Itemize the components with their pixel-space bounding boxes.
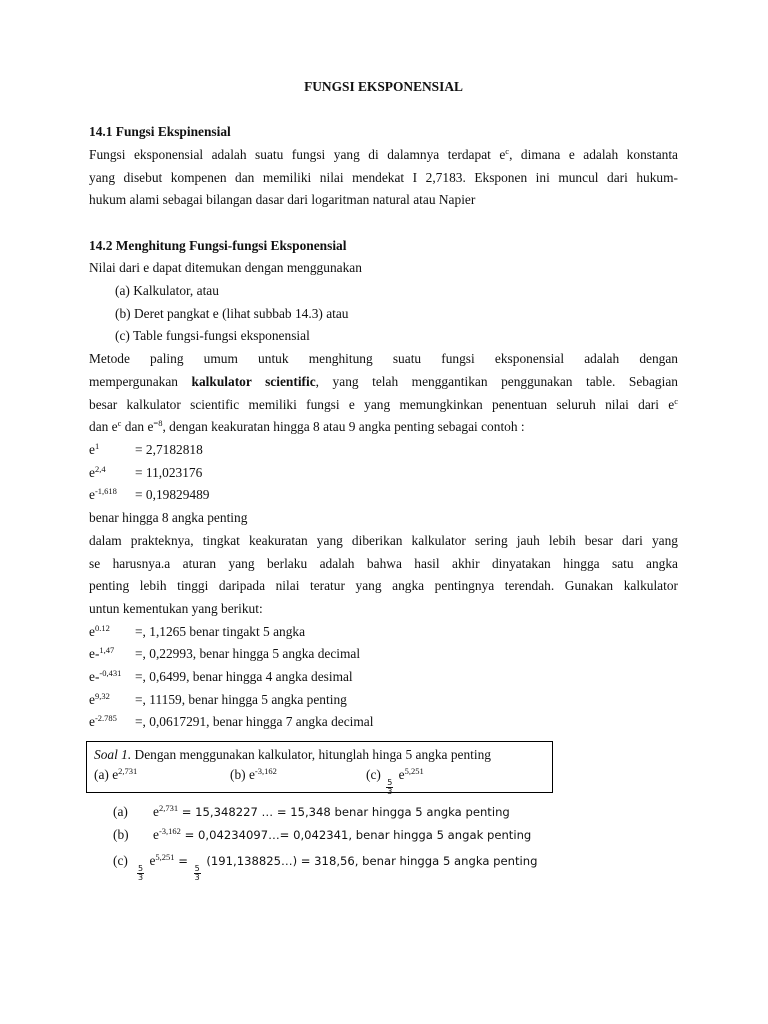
base: e [153, 804, 159, 819]
fraction [194, 865, 201, 882]
value: =, 0,6499, benar hingga 4 angka desimal [135, 669, 353, 684]
list-item: (c) Table fungsi-fungsi eksponensial [115, 328, 310, 343]
superscript: c [505, 146, 510, 156]
exponent: 0.12 [94, 623, 110, 633]
superscript: c [117, 418, 122, 428]
example-line [89, 669, 678, 685]
base: e [89, 442, 95, 457]
paragraph-line [89, 397, 678, 413]
base: e [89, 487, 95, 502]
exponent: -0,431 [99, 668, 122, 678]
list-item: (a) Kalkulator, atau [115, 283, 219, 298]
paragraph-line: penting lebih tinggi daripada nilai teratur yang angka pentingnya terendah. Gunakan kalkulator [89, 578, 678, 593]
answer-line [113, 804, 673, 820]
text-span: (c) [366, 767, 385, 782]
example-line [89, 692, 678, 708]
text-span: Dengan menggunakan kalkulator, hitunglah hinga 5 angka penting [131, 747, 492, 762]
example-line [89, 487, 678, 503]
numerator: 5 [387, 778, 393, 787]
paragraph-line: untun kementukan yang berikut: [89, 601, 263, 616]
example-line [89, 646, 678, 662]
answer-text: = 15,348227 … = 15,348 benar hingga 5 angka penting [178, 805, 510, 819]
paragraph-line: se harusnya.a aturan yang berlaku adalah bahwa hasil akhir dinyatakan hingga satu angka [89, 556, 678, 571]
text-span: , yang telah menggantikan penggunakan table. Sebagian [315, 374, 678, 389]
example-line [89, 624, 678, 640]
paragraph-line: dalam prakteknya, tingkat keakuratan yang diberikan kalkulator sering jauh lebih besar dari yang [89, 533, 678, 548]
value: =, 1,1265 benar tingakt 5 angka [135, 624, 306, 639]
exponent: 2,731 [158, 803, 179, 813]
answer-label: (c) [113, 853, 128, 868]
value: =, 0,0617291, benar hingga 7 angka decimal [135, 714, 374, 729]
base: e [89, 624, 95, 639]
paragraph-line [89, 147, 678, 163]
text-span: (b) e [230, 767, 255, 782]
answer-text: = 0,04234097…= 0,042341, benar hingga 5 angak penting [180, 828, 532, 842]
base: e [89, 714, 95, 729]
text-span: , dengan keakuratan hingga 8 atau 9 angka penting sebagai contoh : [162, 419, 525, 434]
answer-label: (b) [113, 827, 129, 842]
exponent: 1 [94, 441, 100, 451]
base: e [146, 853, 156, 868]
fraction [137, 865, 144, 882]
paragraph-line: hukum alami sebagai bilangan dasar dari logaritman natural atau Napier [89, 192, 476, 207]
exercise-label: Soal 1. [94, 747, 132, 762]
value: =, 0,22993, benar hingga 5 angka decimal [135, 646, 361, 661]
fraction [386, 779, 393, 796]
list-item: (b) Deret pangkat e (lihat subbab 14.3) atau [115, 306, 349, 321]
option-c [366, 767, 424, 796]
text-span: , dimana e adalah konstanta [509, 147, 679, 162]
exponent: 9,32 [94, 691, 110, 701]
option-b [230, 767, 277, 783]
base: e [89, 692, 95, 707]
example-line [89, 465, 678, 481]
answer-label: (a) [113, 804, 128, 819]
example-line [89, 442, 678, 458]
exponent: 5,251 [155, 852, 175, 862]
answer-line [113, 853, 673, 882]
paragraph-line: Nilai dari e dapat ditemukan dengan menggunakan [89, 260, 362, 275]
answer-text: (191,138825…) = 318,56, benar hingga 5 angka penting [202, 854, 538, 868]
text-span: besar kalkulator scientific memiliki fungsi e yang memungkinkan penentuan seluruh nilai dari e [89, 397, 675, 412]
document-title: FUNGSI EKSPONENSIAL [304, 79, 463, 94]
value: = 11,023176 [135, 465, 203, 480]
exercise-prompt [94, 747, 544, 763]
option-a [94, 767, 137, 783]
exponent: 5,251 [404, 766, 424, 776]
denominator: 3 [138, 873, 144, 882]
text-span: dan e [121, 419, 154, 434]
paragraph-line [89, 374, 678, 390]
text-span: (a) e [94, 767, 119, 782]
value: = 2,7182818 [135, 442, 203, 457]
numerator: 5 [194, 864, 200, 873]
denominator: 3 [387, 787, 393, 796]
exponent: -2.785 [94, 713, 117, 723]
section-14-2-heading: 14.2 Menghitung Fungsi-fungsi Eksponensial [89, 238, 347, 253]
paragraph-line [89, 419, 678, 435]
text-span: dan e [89, 419, 118, 434]
exponent: -3,162 [254, 766, 277, 776]
example-line [89, 714, 678, 730]
superscript: =8 [153, 418, 163, 428]
text-span: Fungsi eksponensial adalah suatu fungsi yang di dalamnya terdapat e [89, 147, 506, 162]
base: e [89, 465, 95, 480]
value: = 0,19829489 [135, 487, 210, 502]
base: e- [89, 646, 100, 661]
denominator: 3 [194, 873, 200, 882]
exponent: 2,731 [118, 766, 138, 776]
bold-term: kalkulator scientific [191, 374, 316, 389]
base: e [153, 827, 159, 842]
section-14-1-heading: 14.1 Fungsi Ekspinensial [89, 124, 231, 139]
text-span: e [395, 767, 405, 782]
exponent: 1,47 [99, 645, 115, 655]
numerator: 5 [138, 864, 144, 873]
exponent: -3,162 [158, 826, 181, 836]
paragraph-line: yang disebut kompenen dan memiliki nilai mendekat I 2,7183. Eksponen ini muncul dari hukum- [89, 170, 678, 185]
equals: = [174, 854, 192, 868]
base: e- [89, 669, 100, 684]
exponent: 2,4 [94, 464, 106, 474]
answer-line [113, 827, 673, 843]
paragraph-line: benar hingga 8 angka penting [89, 510, 248, 525]
exponent: -1,618 [94, 486, 117, 496]
paragraph-line: Metode paling umum untuk menghitung suatu fungsi eksponensial adalah dengan [89, 351, 678, 366]
superscript: c [674, 396, 678, 406]
value: =, 11159, benar hingga 5 angka penting [135, 692, 347, 707]
text-span: mempergunakan [89, 374, 192, 389]
